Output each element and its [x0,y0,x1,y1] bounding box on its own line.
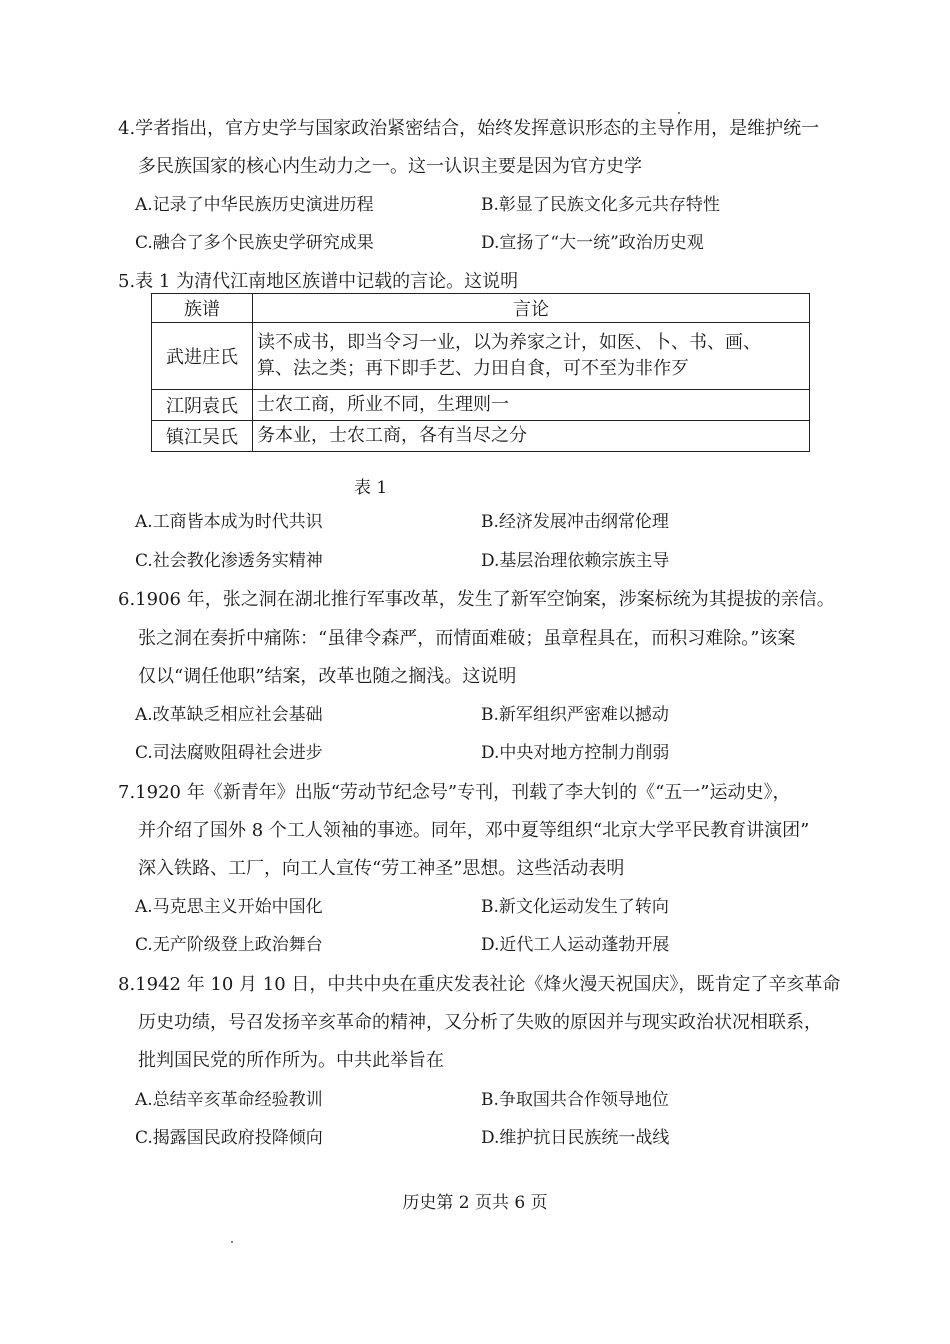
question-6-option-a: A.改革缺乏相应社会基础 [135,705,323,725]
scan-dot [231,1241,233,1243]
question-7-line-3: 深入铁路、工厂，向工人宣传“劳工神圣”思想。这些活动表明 [138,858,625,879]
question-6-line-3: 仅以“调任他职”结案，改革也随之搁浅。这说明 [138,666,517,687]
question-7-option-c: C.无产阶级登上政治舞台 [135,935,323,955]
table-row [152,323,810,390]
table-1 [151,293,810,452]
question-4-option-c: C.融合了多个民族史学研究成果 [135,233,374,253]
question-5-option-d: D.基层治理依赖宗族主导 [481,551,670,571]
question-7-line-1: 7.1920 年《新青年》出版“劳动节纪念号”专刊，刊载了李大钊的《“五一”运动史》， [118,782,791,803]
question-4-line-2: 多民族国家的核心内生动力之一。这一认识主要是因为官方史学 [138,156,642,177]
question-6-option-c: C.司法腐败阻碍社会进步 [135,743,323,763]
question-6-line-2: 张之洞在奏折中痛陈：“虽律令森严，而情面难破；虽章程具在，而积习难除。”该案 [138,628,796,649]
question-7-option-b: B.新文化运动发生了转向 [481,897,669,917]
question-7-line-2: 并介绍了国外 8 个工人领袖的事迹。同年，邓中夏等组织“北京大学平民教育讲演团” [138,820,810,841]
table-cell-statement: 务本业，士农工商，各有当尽之分 [253,421,810,452]
table-row [152,421,810,452]
question-8-option-a: A.总结辛亥革命经验教训 [135,1090,323,1110]
question-8-option-b: B.争取国共合作领导地位 [481,1090,669,1110]
question-4-option-b: B.彰显了民族文化多元共存特性 [481,195,720,215]
question-5-line-1: 5.表 1 为清代江南地区族谱中记载的言论。这说明 [118,271,519,292]
question-8-line-3: 批判国民党的所作所为。中共此举旨在 [138,1050,444,1071]
question-8-line-1: 8.1942 年 10 月 10 日，中共中央在重庆发表社论《烽火漫天祝国庆》，既肯定了辛亥革命 [118,974,841,995]
question-5-option-b: B.经济发展冲击纲常伦理 [481,512,669,532]
table-cell-clan: 江阴袁氏 [152,390,253,421]
question-6-option-d: D.中央对地方控制力削弱 [481,743,670,763]
question-4-option-a: A.记录了中华民族历史演进历程 [135,195,374,215]
question-7-option-d: D.近代工人运动蓬勃开展 [481,935,670,955]
question-5-option-c: C.社会教化渗透务实精神 [135,551,323,571]
question-5-option-a: A.工商皆本成为时代共识 [135,512,323,532]
table-caption: 表 1 [354,478,388,498]
table-cell-statement: 士农工商，所业不同，生理则一 [253,390,810,421]
question-6-line-1: 6.1906 年，张之洞在湖北推行军事改革，发生了新军空饷案，涉案标统为其提拔的亲信。 [118,589,835,610]
question-8-line-2: 历史功绩，号召发扬辛亥革命的精神，又分析了失败的原因并与现实政治状况相联系， [138,1012,822,1033]
question-8-option-c: C.揭露国民政府投降倾向 [135,1128,323,1148]
question-4-line-1: 4.学者指出，官方史学与国家政治紧密结合，始终发挥意识形态的主导作用，是维护统一 [118,118,820,139]
statement-line-1: 读不成书，即当令习一业，以为养家之计，如医、卜、书、画、 [257,332,761,353]
table-header-clan: 族谱 [152,294,253,323]
table-cell-clan: 武进庄氏 [152,323,253,390]
table-cell-statement [253,323,810,390]
table-header-statement: 言论 [253,294,810,323]
question-6-option-b: B.新军组织严密难以撼动 [481,705,669,725]
page-footer: 历史第 2 页共 6 页 [402,1193,548,1213]
table-row [152,390,810,421]
scan-dot [678,112,680,114]
question-7-option-a: A.马克思主义开始中国化 [135,897,323,917]
table-cell-clan: 镇江吴氏 [152,421,253,452]
question-8-option-d: D.维护抗日民族统一战线 [481,1128,670,1148]
question-4-option-d: D.宣扬了“大一统”政治历史观 [481,233,704,253]
statement-line-2: 算、法之类；再下即手艺、力田自食，可不至为非作歹 [257,358,689,379]
